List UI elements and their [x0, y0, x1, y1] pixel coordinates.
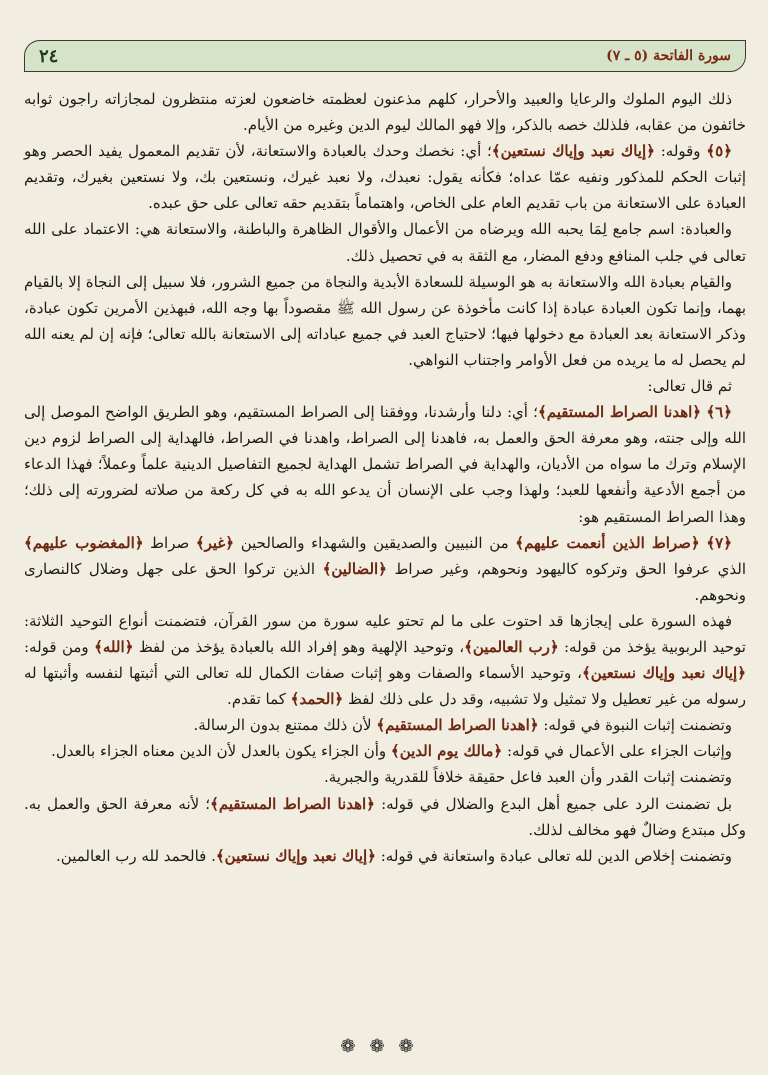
verse-number: ﴿٦﴾ — [706, 403, 732, 422]
text-run: ذلك اليوم الملوك والرعايا والعبيد والأحرار، كلهم مذعنون لعظمته خاضعون لعزته منتظرون لمجازاته راجون ثوابه خائفون من عقابه، فلذلك خصه بالذكر، وإلا فهو المالك ليوم الدين وغيره من الأيام. — [24, 90, 746, 135]
text-run: والعبادة: اسم جامع لِمَا يحبه الله ويرضاه من الأعمال والأقوال الظاهرة والباطنة، والاستعانة هي: الاعتماد على الله تعالى في جلب المنافع ودفع المضار، مع الثقة به في تحصيل ذلك. — [24, 220, 746, 265]
quran-verse: ﴿المغضوب عليهم﴾ — [24, 533, 144, 552]
text-run: صراط — [143, 533, 196, 552]
paragraph — [24, 530, 746, 608]
text-run: بل تضمنت الرد على جميع أهل البدع والضلال في قوله: — [374, 794, 732, 813]
text-run: والقيام بعبادة الله والاستعانة به هو الوسيلة للسعادة الأبدية والنجاة من جميع الشرور، فلا سبيل إلى النجاة إلا بالقيام بهما، وإنما تكون العبادة عبادة إذا كانت مأخوذة عن رسول الله ﷺ مقصوداً بها وجه الله، فبهذين الأمرين تكون عبادة، وذكر الاستعانة بعد العبادة مع دخولها فيها؛ لاحتياج العبد في جميع عباداته إلى الاستعانة بالله تعالى؛ فإنه إن لم يعنه الله لم يحصل له ما يريده من فعل الأوامر واجتناب النواهي. — [24, 272, 746, 369]
quran-verse: ﴿اهدنا الصراط المستقيم﴾ — [210, 794, 375, 813]
paragraph — [24, 216, 746, 268]
quran-verse: ﴿اهدنا الصراط المستقيم﴾ — [537, 403, 702, 422]
ornament-divider: ❁❁❁ — [340, 1036, 428, 1057]
quran-verse: ﴿إياك نعبد وإياك نستعين﴾ — [215, 846, 376, 865]
verse-number: ﴿٥﴾ — [706, 142, 732, 161]
text-run: كما تقدم. — [227, 690, 291, 709]
tafsir-text — [24, 86, 746, 1019]
text-run: . فالحمد لله رب العالمين. — [56, 846, 216, 865]
quran-verse: ﴿مالك يوم الدين﴾ — [390, 742, 503, 761]
quran-verse: ﴿إياك نعبد وإياك نستعين﴾ — [582, 664, 746, 683]
quran-verse: ﴿الضالين﴾ — [322, 559, 387, 578]
text-run: وأن الجزاء يكون بالعدل لأن الدين معناه الجزاء بالعدل. — [51, 742, 391, 761]
paragraph — [24, 269, 746, 373]
text-run: ؛ أي: نخصك وحدك بالعبادة والاستعانة، لأن تقديم المعمول يفيد الحصر وهو إثبات الحكم للمذكور ونفيه عمّا عداه؛ فكأنه يقول: نعبدك، ولا نعبد غيرك، ونستعين بك، ولا نستعين بغيرك، وتقديم العبادة على الاستعانة من باب تقديم العام على الخاص، واهتماماً بتقديم حقه تعالى على حق عبده. — [24, 142, 746, 213]
quran-verse: ﴿إياك نعبد وإياك نستعين﴾ — [491, 142, 655, 161]
paragraph — [24, 86, 746, 138]
paragraph — [24, 764, 746, 790]
paragraph — [24, 843, 746, 869]
verse-number: ﴿٧﴾ — [706, 533, 732, 552]
text-run: وتضمنت إثبات النبوة في قوله: — [538, 716, 732, 735]
quran-verse: ﴿الحمد﴾ — [290, 690, 344, 709]
page-number: ٢٤ — [39, 45, 59, 67]
text-run: ، وتوحيد الأسماء والصفات وهو إثبات صفات الكمال لله تعالى التي أثبتها لنفسه وأثبتها له رسوله من غير تعطيل ولا تمثيل ولا تشبيه، وقد دل على ذلك لفظ — [24, 664, 746, 709]
text-run: ، وتوحيد الإلهية وهو إفراد الله بالعبادة يؤخذ من لفظ — [133, 637, 465, 656]
paragraph — [24, 712, 746, 738]
text-run: ؛ أي: دلنا وأرشدنا، ووفقنا إلى الصراط المستقيم، وهو الطريق الواضح الموصل إلى الله وإلى جنته، وهو معرفة الحق والعمل به، فاهدنا إلى الصراط، واهدنا في الصراط، فالهداية إلى الصراط لزوم دين الإسلام وترك ما سواه من الأديان، والهداية في الصراط تشمل الهداية لجميع التفاصيل الدينية علماً وعملاً؛ فهذا الدعاء من أجمع الأدعية وأنفعها للعبد؛ ولهذا وجب على الإنسان أن يدعو الله به في كل ركعة من صلاته لضرورته إلى ذلك؛ وهذا الصراط المستقيم هو: — [24, 403, 746, 526]
paragraph — [24, 738, 746, 764]
text-run: وإثبات الجزاء على الأعمال في قوله: — [502, 742, 732, 761]
paragraph — [24, 791, 746, 843]
page-header — [24, 40, 746, 72]
surah-title: سورة الفاتحة (٥ ـ ٧) — [606, 48, 731, 64]
paragraph — [24, 138, 746, 216]
text-run: ومن قوله: — [24, 637, 95, 656]
quran-verse: ﴿الله﴾ — [94, 637, 134, 656]
quran-verse: ﴿صراط الذين أنعمت عليهم﴾ — [515, 533, 700, 552]
text-run: وتضمنت إخلاص الدين لله تعالى عبادة واستعانة في قوله: — [375, 846, 732, 865]
text-run: الذين تركوا الحق على جهل وضلال كالنصارى ونحوهم. — [24, 559, 746, 604]
text-run: وقوله: — [654, 142, 707, 161]
paragraph — [24, 608, 746, 712]
quran-verse: ﴿غير﴾ — [195, 533, 235, 552]
paragraph — [24, 399, 746, 529]
text-run: الذي عرفوا الحق وتركوه كاليهود ونحوهم، وغير صراط — [386, 559, 746, 578]
quran-verse: ﴿رب العالمين﴾ — [464, 637, 559, 656]
quran-verse: ﴿اهدنا الصراط المستقيم﴾ — [376, 716, 539, 735]
text-run: ثم قال تعالى: — [647, 377, 732, 396]
paragraph — [24, 373, 746, 399]
text-run: من النبيين والصديقين والشهداء والصالحين — [234, 533, 516, 552]
text-run: ؛ لأنه معرفة الحق والعمل به. وكل مبتدع وضالٌ فهو مخالف لذلك. — [24, 794, 746, 839]
text-run: وتضمنت إثبات القدر وأن العبد فاعل حقيقة خلافاً للقدرية والجبرية. — [323, 768, 732, 787]
text-run: فهذه السورة على إيجازها قد احتوت على ما لم تحتو عليه سورة من سور القرآن، فتضمنت أنواع التوحيد الثلاثة: توحيد الربوبية يؤخذ من قوله: — [24, 611, 746, 656]
text-run: لأن ذلك ممتنع بدون الرسالة. — [193, 716, 377, 735]
